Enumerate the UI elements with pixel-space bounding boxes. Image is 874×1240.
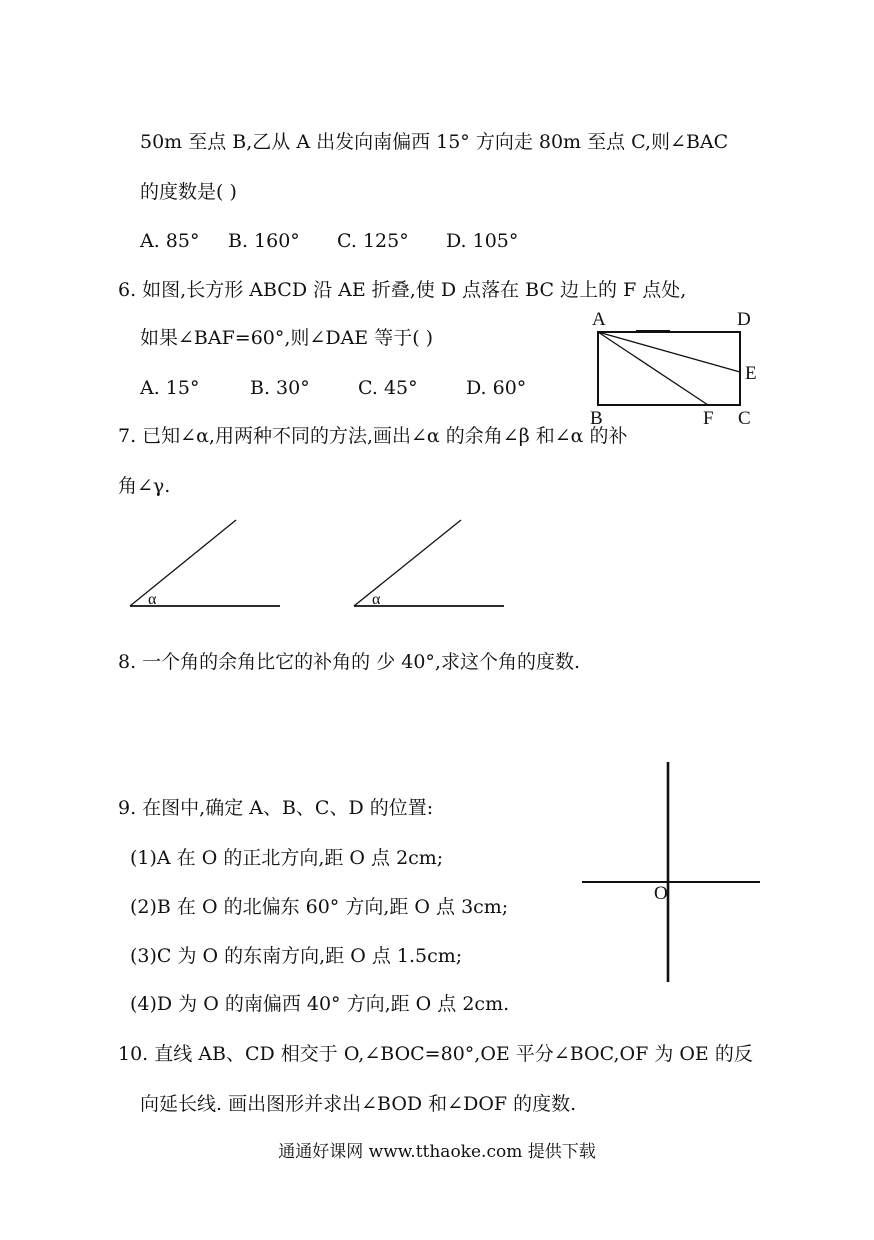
alpha-label-1: α — [148, 591, 157, 608]
origin-label-o: O — [654, 883, 668, 904]
q5-option-a: A. 85° — [140, 230, 200, 252]
q6-line2: 如果∠BAF=60°,则∠DAE 等于( ) — [140, 327, 434, 349]
q8-line1: 8. 一个角的余角比它的补角的 少 40°,求这个角的度数. — [118, 651, 581, 673]
q9-item-2: (2)B 在 O 的北偏东 60° 方向,距 O 点 3cm; — [130, 896, 509, 918]
q5-line1: 50m 至点 B,乙从 A 出发向南偏西 15° 方向走 80m 至点 C,则∠BAC — [140, 131, 729, 153]
q6-option-a: A. 15° — [140, 377, 200, 399]
alpha-label-2: α — [372, 591, 381, 608]
q5-option-c: C. 125° — [337, 230, 409, 252]
label-c: C — [738, 408, 751, 429]
q6-option-b: B. 30° — [250, 377, 310, 399]
label-b: B — [590, 408, 603, 429]
q6-line1: 6. 如图,长方形 ABCD 沿 AE 折叠,使 D 点落在 BC 边上的 F 点处, — [118, 279, 687, 301]
label-a: A — [592, 309, 606, 330]
q5-option-d: D. 105° — [446, 230, 519, 252]
q9-line1: 9. 在图中,确定 A、B、C、D 的位置: — [118, 797, 434, 819]
q5-option-b: B. 160° — [228, 230, 300, 252]
q7-line2: 角∠γ. — [118, 475, 171, 497]
label-d: D — [737, 309, 751, 330]
q5-line2: 的度数是( ) — [140, 181, 237, 203]
q10-line1: 10. 直线 AB、CD 相交于 O,∠BOC=80°,OE 平分∠BOC,OF 为 OE 的反 — [118, 1043, 753, 1065]
q6-option-d: D. 60° — [466, 377, 527, 399]
q7-line1: 7. 已知∠α,用两种不同的方法,画出∠α 的余角∠β 和∠α 的补 — [118, 425, 628, 447]
q9-item-1: (1)A 在 O 的正北方向,距 O 点 2cm; — [130, 847, 444, 869]
q9-item-4: (4)D 为 O 的南偏西 40° 方向,距 O 点 2cm. — [130, 993, 510, 1015]
q9-item-3: (3)C 为 O 的东南方向,距 O 点 1.5cm; — [130, 945, 463, 967]
footer-source: 通通好课网 www.tthaoke.com 提供下载 — [278, 1142, 596, 1162]
label-f: F — [703, 408, 714, 429]
q10-line2: 向延长线. 画出图形并求出∠BOD 和∠DOF 的度数. — [140, 1093, 577, 1115]
q6-option-c: C. 45° — [358, 377, 418, 399]
label-e: E — [745, 363, 757, 384]
